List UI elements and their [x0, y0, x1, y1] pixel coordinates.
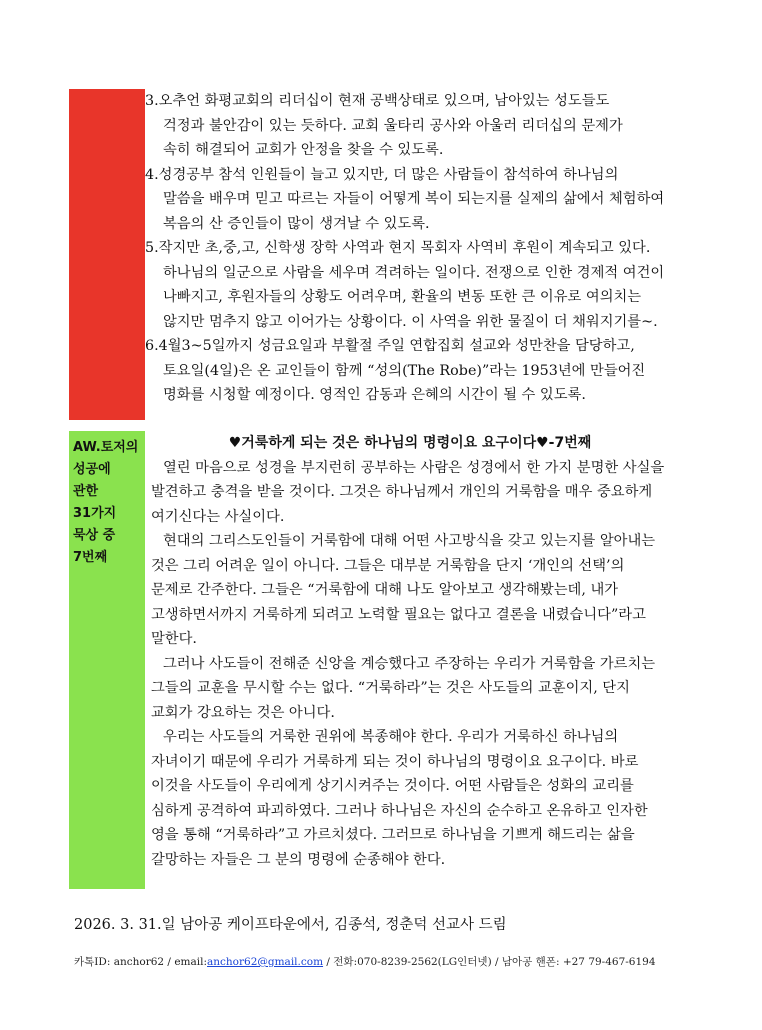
prayer-line: 걱정과 불안감이 있는 듯하다. 교회 울타리 공사와 아울러 리더십의 문제가: [163, 117, 623, 134]
meditation-line: 갈망하는 자들은 그 분의 명령에 순종해야 한다.: [151, 851, 446, 868]
meditation-section: [145, 431, 715, 872]
meditation-side-label: AW.토저의 성공에 관한 31가지 묵상 중 7번째: [73, 440, 139, 565]
prayer-line: 토요일(4일)은 온 교인들이 함께 “성의(The Robe)”라는 1953년에 만들어진: [163, 362, 646, 379]
meditation-line: 여기신다는 사실이다.: [151, 508, 285, 525]
meditation-body: [145, 456, 715, 873]
prayer-line: 않지만 멈추지 않고 이어가는 상황이다. 이 사역을 위한 물질이 더 채워지기를~.: [163, 313, 658, 330]
meditation-color-bar: [69, 431, 145, 889]
prayer-line: 속히 해결되어 교회가 안정을 찾을 수 있도록.: [163, 142, 444, 158]
meditation-line: 그들의 교훈을 무시할 수는 없다. “거룩하라”는 것은 사도들의 교훈이지, 단지: [151, 680, 630, 696]
email-suffix: /: [323, 956, 330, 968]
meditation-line: 말한다.: [151, 631, 197, 647]
prayer-line: 5.작지만 초,중,고, 신학생 장학 사역과 현지 목회자 사역비 후원이 계속되고 있다.: [145, 240, 651, 256]
contact-footer: [74, 954, 656, 969]
meditation-line: 자녀이기 때문에 우리가 거룩하게 되는 것이 하나님의 명령이요 요구이다. 바로: [151, 753, 639, 770]
meditation-line: 그러나 사도들이 전해준 신앙을 계승했다고 주장하는 우리가 거룩함을 가르치는: [163, 655, 656, 672]
meditation-line: 우리는 사도들의 거룩한 권위에 복종해야 한다. 우리가 거룩하신 하나님의: [163, 729, 619, 745]
prayer-line: 3.오추언 화평교회의 리더십이 현재 공백상태로 있으며, 남아있는 성도들도: [145, 93, 610, 109]
meditation-line: 심하게 공격하여 파괴하였다. 그러나 하나님은 자신의 순수하고 온유하고 인자한: [151, 802, 648, 819]
prayer-list: [145, 89, 715, 408]
mobile-number: 남아공 핸폰: +27 79-467-6194: [501, 956, 656, 968]
meditation-line: 현대의 그리스도인들이 거룩함에 대해 어떤 사고방식을 갖고 있는지를 알아내는: [163, 533, 656, 549]
meditation-line: 고생하면서까지 거룩하게 되려고 노력할 필요는 없다고 결론을 내렸습니다”라고: [151, 606, 646, 623]
prayer-line: 4.성경공부 참석 인원들이 늘고 있지만, 더 많은 사람들이 참석하여 하나님의: [145, 166, 619, 183]
meditation-line: 것은 그리 어려운 일이 아니다. 그들은 대부분 거룩함을 단지 ‘개인의 선택’의: [151, 557, 625, 574]
email-link[interactable]: anchor62@gmail.com: [207, 956, 324, 968]
kakao-id: 카톡ID: anchor62 /: [74, 956, 171, 968]
prayer-line: 복음의 산 증인들이 많이 생겨날 수 있도록.: [163, 215, 430, 232]
meditation-line: 이것을 사도들이 우리에게 상기시켜주는 것이다. 어떤 사람들은 성화의 교리를: [151, 778, 634, 794]
meditation-line: 문제로 간주한다. 그들은 “거룩함에 대해 나도 알아보고 생각해봤는데, 내가: [151, 582, 619, 598]
meditation-line: 교회가 강요하는 것은 아니다.: [151, 704, 335, 721]
meditation-line: 열린 마음으로 성경을 부지런히 공부하는 사람은 성경에서 한 가지 분명한 사실을: [163, 459, 665, 476]
meditation-heading: ♥거룩하게 되는 것은 하나님의 명령이요 요구이다♥-7번째: [228, 435, 592, 451]
prayer-line: 명화를 시청할 예정이다. 영적인 감동과 은혜의 시간이 될 수 있도록.: [163, 387, 586, 403]
meditation-line: 발견하고 충격을 받을 것이다. 그것은 하나님께서 개인의 거룩함을 매우 중요하게: [151, 484, 653, 500]
prayer-line: 6.4월3~5일까지 성금요일과 부활절 주일 연합집회 설교와 성만찬을 담당하고,: [145, 338, 635, 354]
prayer-line: 하나님의 일군으로 사람을 세우며 격려하는 일이다. 전쟁으로 인한 경제적 여건이: [163, 264, 665, 281]
prayer-line: 나빠지고, 후원자들의 상황도 어려우며, 환율의 변동 또한 큰 이유로 여의치는: [163, 289, 642, 305]
prayer-line: 말씀을 배우며 믿고 따르는 자들이 어떻게 복이 되는지를 실제의 삶에서 체험하여: [163, 191, 665, 207]
email-label: email:: [174, 956, 208, 968]
signature-line: 2026. 3. 31.일 남아공 케이프타운에서, 김종석, 정춘덕 선교사 드림: [74, 917, 507, 933]
meditation-line: 영을 통해 “거룩하라”고 가르치셨다. 그러므로 하나님을 기쁘게 해드리는 삶을: [151, 827, 635, 843]
prayer-color-bar: [69, 89, 145, 420]
phone-number: 전화:070-8239-2562(LG인터넷) /: [333, 956, 499, 968]
